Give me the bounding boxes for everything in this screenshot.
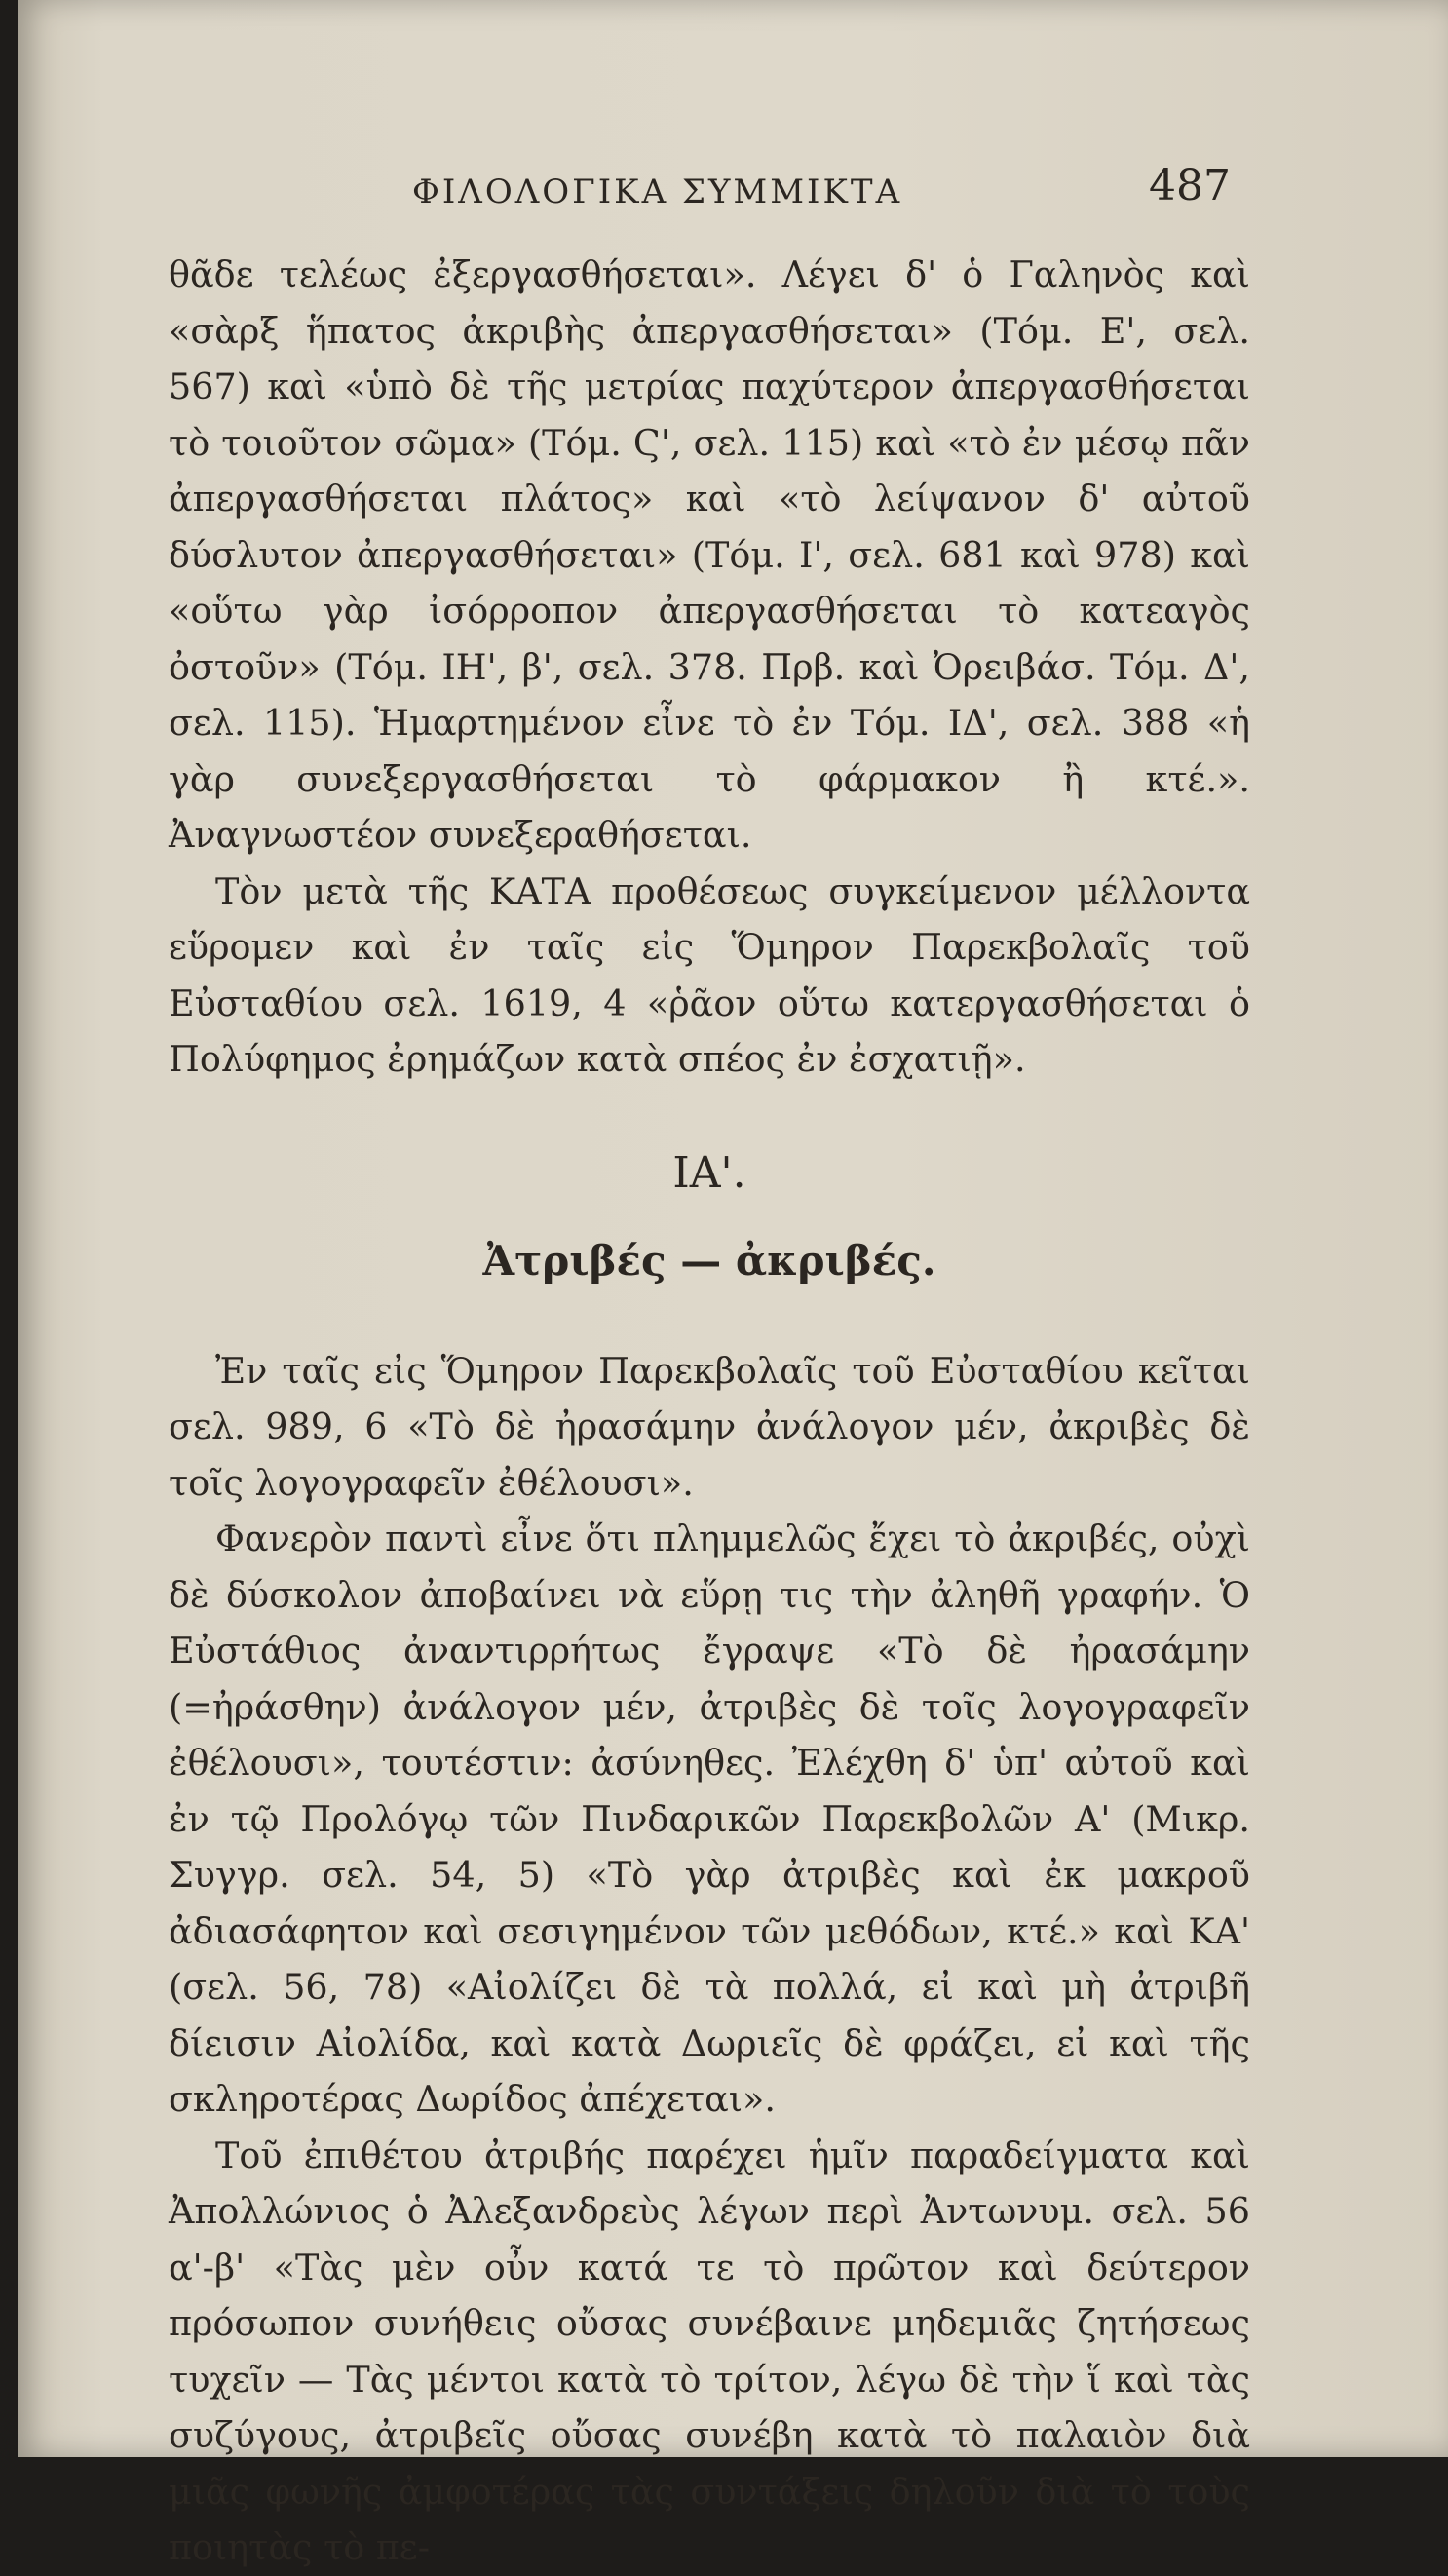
page-number: 487 [1149, 161, 1231, 211]
page-text-block [169, 161, 1250, 2576]
paragraph: Τὸν μετὰ τῆς ΚΑΤΑ προθέσεως συγκείμενον μέλλοντα εὕρομεν καὶ ἐν ταῖς εἰς Ὅμηρον Παρεκβολαῖς τοῦ Εὐσταθίου σελ. 1619, 4 «ῥᾶον οὕτω κατεργασθήσεται ὁ Πολύφημος ἐρημάζων κατὰ σπέος ἐν ἐσχατιῇ». [169, 869, 1250, 1080]
paragraph: Ἐν ταῖς εἰς Ὅμηρον Παρεκβολαῖς τοῦ Εὐσταθίου κεῖται σελ. 989, 6 «Τὸ δὲ ἠρασάμην ἀνάλογον μέν, ἀκριβὲς δὲ τοῖς λογογραφεῖν ἐθέλουσι». [169, 1349, 1250, 1504]
paragraph: θᾶδε τελέως ἐξεργασθήσεται». Λέγει δ' ὁ Γαληνὸς καὶ «σὰρξ ἥπατος ἀκριβὴς ἀπεργασθήσεται» (Τόμ. Ε', σελ. 567) καὶ «ὑπὸ δὲ τῆς μετρίας παχύτερον ἀπεργασθήσεται τὸ τοιοῦτον σῶμα» (Τόμ. Ϛ', σελ. 115) καὶ «τὸ ἐν μέσῳ πᾶν ἀπεργασθήσεται πλάτος» καὶ «τὸ λείψανον δ' αὐτοῦ δύσλυτον ἀπεργασθήσεται» (Τόμ. Ι', σελ. 681 καὶ 978) καὶ «οὕτω γὰρ ἰσόρροπον ἀπεργασθήσεται τὸ κατεαγὸς ὀστοῦν» (Τόμ. ΙΗ', β', σελ. 378. Πρβ. καὶ Ὀρειβάσ. Τόμ. Δ', σελ. 115). Ἡμαρτημένον εἶνε τὸ ἐν Τόμ. ΙΔ', σελ. 388 «ἡ γὰρ συνεξεργασθήσεται τὸ φάρμακον ἢ κτέ.». Ἀναγνωστέον συνεξεραθήσεται. [169, 253, 1250, 856]
section-number: ΙΑ'. [672, 1147, 746, 1198]
paragraph: Τοῦ ἐπιθέτου ἀτριβής παρέχει ἡμῖν παραδείγματα καὶ Ἀπολλώνιος ὁ Ἀλεξανδρεὺς λέγων περὶ Ἀντωνυμ. σελ. 56 α'-β' «Τὰς μὲν οὖν κατά τε τὸ πρῶτον καὶ δεύτερον πρόσωπον συνήθεις οὔσας συνέβαινε μηδεμιᾶς ζητήσεως τυχεῖν — Τὰς μέντοι κατὰ τὸ τρίτον, λέγω δὲ τὴν ἵ καὶ τὰς συζύγους, ἀτριβεῖς οὔσας συνέβη κατὰ τὸ παλαιὸν διὰ μιᾶς φωνῆς ἀμφοτέρας τὰς συντάξεις δηλοῦν διὰ τὸ τοὺς ποιητὰς τὸ πε- [169, 2134, 1250, 2568]
running-head: ΦΙΛΟΛΟΓΙΚΑ ΣΥΜΜΙΚΤΑ [412, 173, 903, 211]
page-header [169, 161, 1250, 229]
section-title: Ἀτριβές — ἀκριβές. [482, 1236, 936, 1285]
book-page [18, 0, 1448, 2568]
paragraph: Φανερὸν παντὶ εἶνε ὅτι πλημμελῶς ἔχει τὸ ἀκριβές, οὐχὶ δὲ δύσκολον ἀποβαίνει νὰ εὕρῃ τις τὴν ἀληθῆ γραφήν. Ὁ Εὐστάθιος ἀναντιρρήτως ἔγραψε «Τὸ δὲ ἠρασάμην (=ἠράσθην) ἀνάλογον μέν, ἀτριβὲς δὲ τοῖς λογογραφεῖν ἐθέλουσι», τουτέστιν: ἀσύνηθες. Ἐλέχθη δ' ὑπ' αὐτοῦ καὶ ἐν τῷ Προλόγῳ τῶν Πινδαρικῶν Παρεκβολῶν Α' (Μικρ. Συγγρ. σελ. 54, 5) «Τὸ γὰρ ἀτριβὲς καὶ ἐκ μακροῦ ἀδιασάφητον καὶ σεσιγημένον τῶν μεθόδων, κτέ.» καὶ ΚΑ' (σελ. 56, 78) «Αἰολίζει δὲ τὰ πολλά, εἰ καὶ μὴ ἀτριβῆ δίεισιν Αἰολίδα, καὶ κατὰ Δωριεῖς δὲ φράζει, εἰ καὶ τῆς σκληροτέρας Δωρίδος ἀπέχεται». [169, 1518, 1250, 2120]
